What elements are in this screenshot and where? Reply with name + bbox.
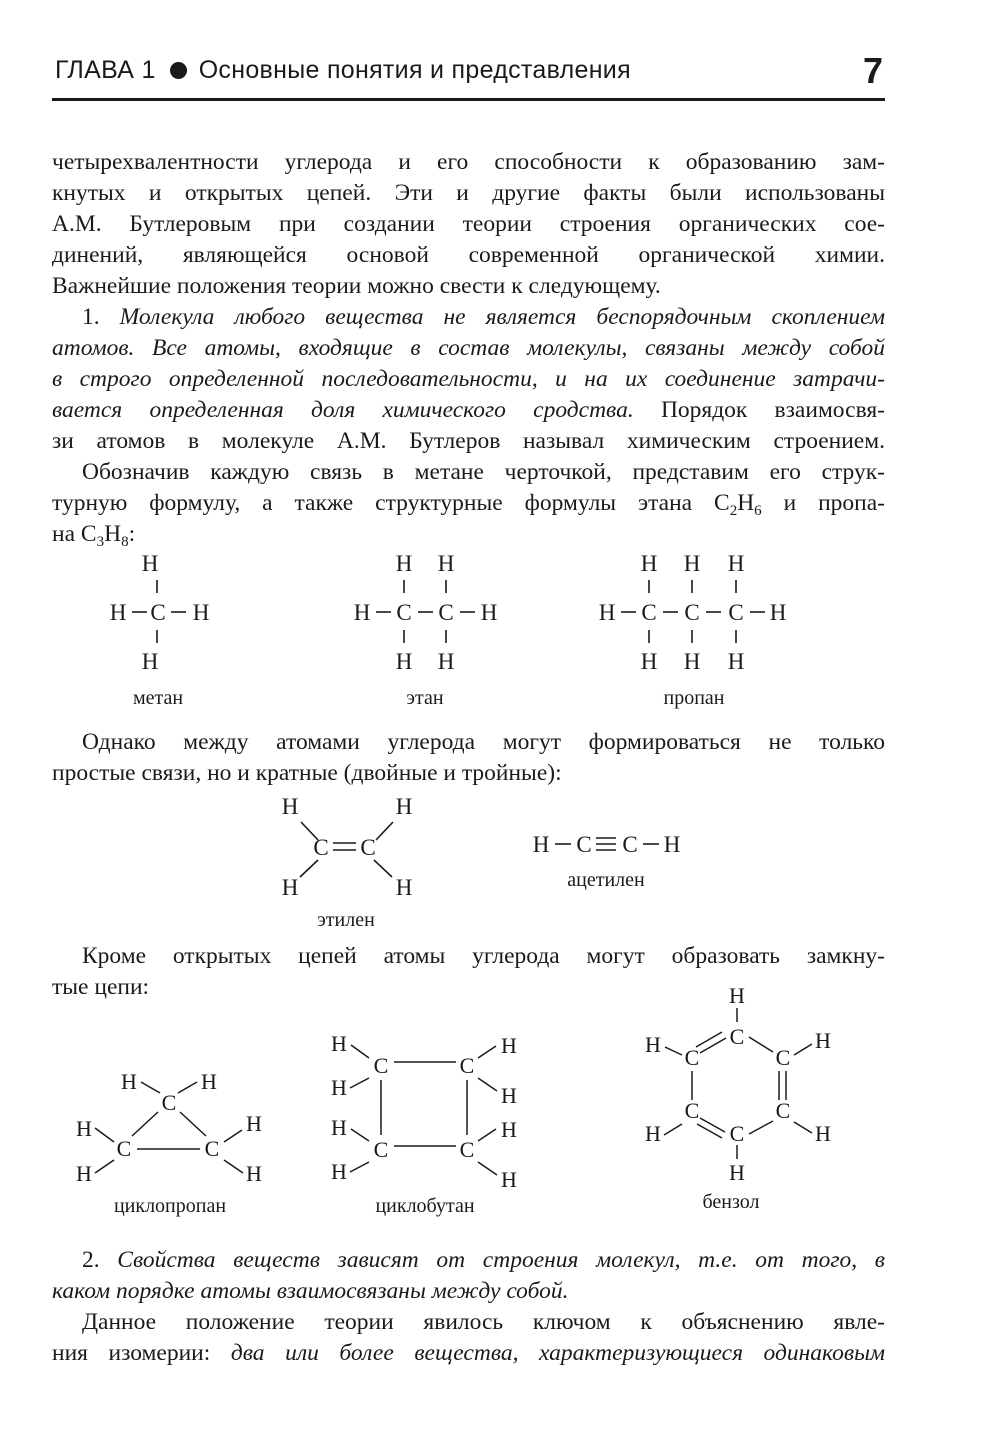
svg-text:H: H [76,1116,92,1141]
svg-text:H: H [501,1117,517,1142]
text-line: атомов. Все атомы, входящие в состав молекулы, связаны между собой [52,335,885,361]
svg-text:H: H [501,1033,517,1058]
svg-text:H: H [192,600,210,625]
text-line: Важнейшие положения теории можно свести к следующему. [52,273,661,299]
svg-text:C: C [373,1053,389,1078]
svg-text:H: H [815,1121,831,1146]
chapter-title: Основные понятия и представления [198,56,631,84]
methane-label: метан [132,687,184,709]
svg-text:C: C [641,600,657,625]
svg-text:C: C [204,1136,220,1161]
cyclopropane-label: циклопропан [113,1195,227,1217]
text-line: тые цепи: [52,974,150,1000]
cyclobutane-formula [331,1031,517,1217]
svg-text:C: C [775,1045,791,1070]
ethane-label: этан [406,687,444,709]
plain-text: турную формулу, а также структурные формулы этана [52,490,714,516]
svg-text:C: C [684,1045,700,1070]
text-line: Данное положение теории явилось ключом к объяснению явле- [82,1309,885,1335]
svg-text:H: H [201,1069,217,1094]
svg-text:H: H [598,600,616,625]
svg-text:H: H [331,1031,347,1056]
plain-text: на [52,521,81,547]
paragraph-principle-2 [52,1245,885,1307]
svg-text:H: H [281,794,299,819]
formula-sub: 2 [729,503,738,519]
propane-label: пропан [663,687,725,709]
benzene-label: бензол [702,1191,760,1213]
text-line: динений, являющейся основой современной органической химии. [52,242,885,268]
plain-text: : [128,521,136,547]
chapter-label: ГЛАВА 1 [55,56,156,84]
paragraph-7 [52,1307,885,1369]
italic-text: Молекула любого вещества не является беспорядочным скоплением [119,304,886,330]
text-line: Обозначив каждую связь в метане черточкой, представим его струк- [82,459,885,485]
svg-text:C: C [161,1090,177,1115]
page-number: 7 [862,50,883,91]
svg-text:H: H [815,1028,831,1053]
svg-text:H: H [331,1075,347,1100]
svg-text:C: C [576,832,592,857]
svg-text:C: C [459,1137,475,1162]
svg-text:C: C [373,1137,389,1162]
svg-text:H: H [281,875,299,900]
text-line [52,1245,885,1276]
svg-text:H: H [331,1159,347,1184]
svg-text:H: H [353,600,371,625]
svg-text:H: H [141,649,159,674]
ethylene-label: этилен [317,909,375,931]
svg-text:H: H [395,649,413,674]
formula-sub: 8 [121,534,129,550]
formula-sub: 3 [96,534,105,550]
svg-text:H: H [437,551,455,576]
svg-text:H: H [727,551,745,576]
svg-text:H: H [727,649,745,674]
text-line: Однако между атомами углерода могут формироваться не только [82,729,885,755]
list-number: 2. [82,1247,100,1273]
svg-text:H: H [683,551,701,576]
svg-text:C: C [729,1024,745,1049]
text-line: Кроме открытых цепей атомы углерода могут образовать замкну- [82,943,885,969]
svg-text:H: H [640,551,658,576]
formula-part: C [714,490,730,516]
svg-text:H: H [532,832,550,857]
svg-text:H: H [141,551,159,576]
svg-text:H: H [501,1083,517,1108]
plain-text: и пропа- [761,490,885,516]
svg-text:H: H [501,1167,517,1192]
italic-text: Свойства веществ зависят от строения молекул, т.е. от того, в [117,1247,886,1273]
svg-text:H: H [121,1069,137,1094]
plain-text: Порядок взаимосвя- [660,397,885,423]
svg-text:C: C [313,835,329,860]
svg-text:H: H [246,1111,262,1136]
svg-text:H: H [246,1161,262,1186]
svg-text:C: C [459,1053,475,1078]
svg-text:H: H [729,1160,745,1185]
text-line: четырехвалентности углерода и его способности к образованию зам- [52,149,885,175]
svg-text:C: C [622,832,638,857]
svg-text:C: C [684,600,700,625]
svg-text:C: C [684,1098,700,1123]
acetylene-label: ацетилен [567,869,645,891]
text-line: А.М. Бутлеровым при создании теории строения органических сое- [52,211,885,237]
text-line: кнутых и открытых цепей. Эти и другие факты были использованы [52,180,885,206]
benzene-formula [645,983,831,1213]
svg-text:H: H [331,1115,347,1140]
cyclobutane-label: циклобутан [375,1195,475,1217]
formula-part: C [80,521,97,547]
svg-text:H: H [729,983,745,1008]
svg-text:H: H [645,1121,661,1146]
svg-text:H: H [769,600,787,625]
svg-text:H: H [109,600,127,625]
svg-text:C: C [728,600,744,625]
list-number: 1. [82,304,100,330]
text-line [52,1338,885,1369]
svg-text:C: C [360,835,376,860]
svg-text:H: H [395,875,413,900]
svg-text:H: H [395,794,413,819]
svg-text:H: H [683,649,701,674]
plain-text: ния изомерии: [52,1340,231,1366]
svg-text:C: C [116,1136,132,1161]
svg-text:C: C [150,600,166,625]
formula-part: H [104,521,122,547]
text-line: каком порядке атомы взаимосвязаны между собой. [52,1278,569,1304]
svg-text:H: H [76,1161,92,1186]
text-line: в строго определенной последовательности, и на их соединение затрачи- [52,366,885,392]
svg-text:H: H [640,649,658,674]
svg-text:H: H [437,649,455,674]
text-line: простые связи, но и кратные (двойные и тройные): [52,760,562,786]
svg-text:C: C [396,600,412,625]
formula-part: H [737,490,755,516]
svg-text:H: H [663,832,681,857]
svg-text:C: C [729,1121,745,1146]
italic-text: вается определенная доля химического сродства. [52,397,634,423]
text-line: зи атомов в молекуле А.М. Бутлеров называл химическим строением. [52,428,885,454]
svg-text:C: C [438,600,454,625]
svg-text:H: H [480,600,498,625]
cyclopropane-formula [76,1069,262,1217]
formula-sub: 6 [754,503,762,519]
italic-text: два или более вещества, характеризующиеся одинаковым [230,1340,886,1366]
svg-text:H: H [395,551,413,576]
svg-text:C: C [775,1098,791,1123]
svg-text:H: H [645,1032,661,1057]
